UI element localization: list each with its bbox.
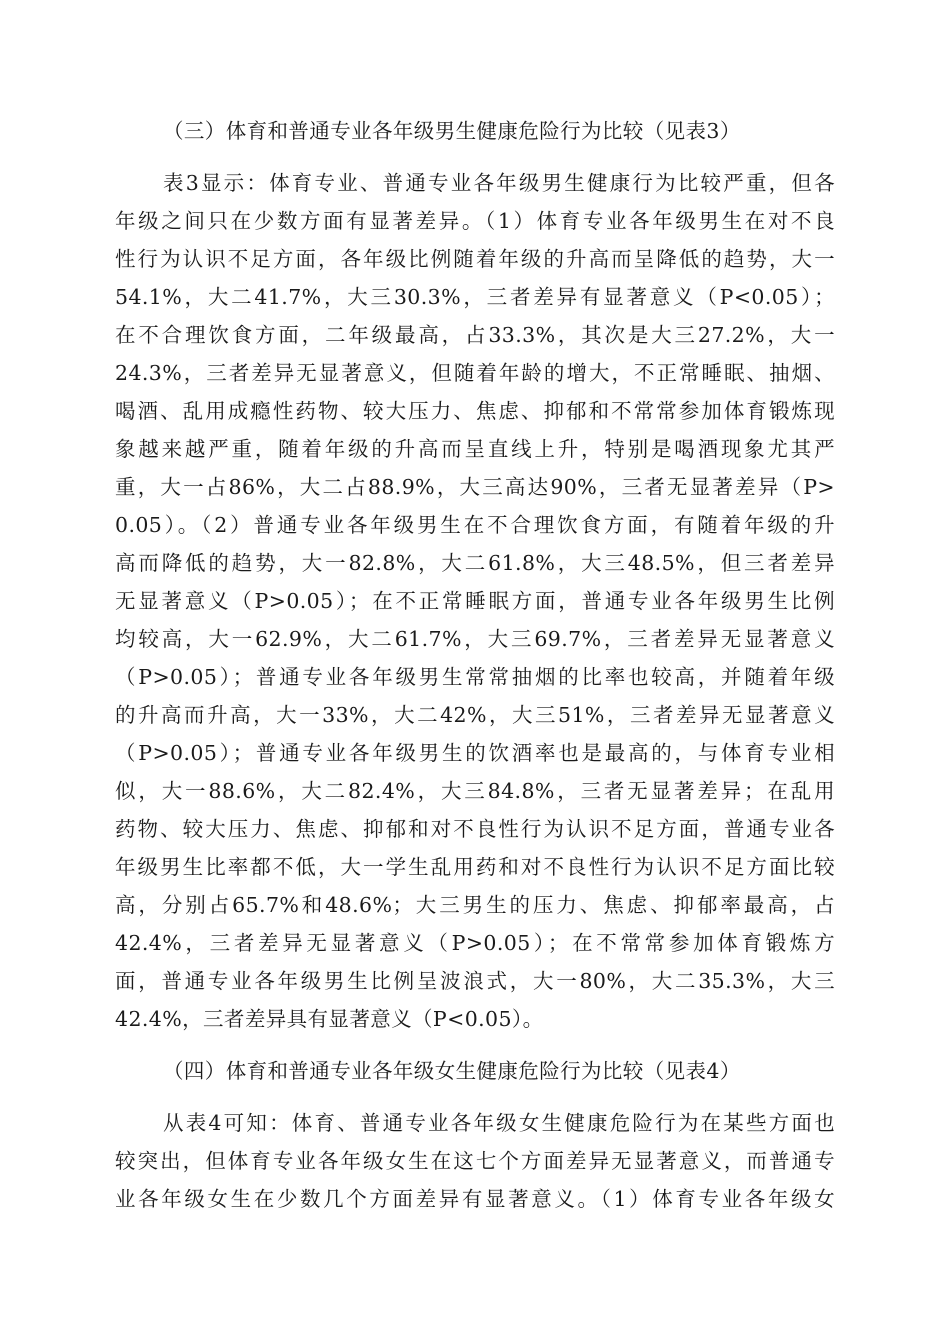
paragraph-line: 24.3%，三者差异无显著意义，但随着年龄的增大，不正常睡眠、抽烟、 — [115, 361, 835, 385]
paragraph-line: 喝酒、乱用成瘾性药物、较大压力、焦虑、抑郁和不常常参加体育锻炼现 — [115, 399, 835, 423]
paragraph-line: 高，分别占65.7%和48.6%；大三男生的压力、焦虑、抑郁率最高，占 — [115, 893, 835, 917]
paragraph-line: 从表4可知：体育、普通专业各年级女生健康危险行为在某些方面也 — [163, 1111, 835, 1135]
paragraph-line: 0.05）。（2）普通专业各年级男生在不合理饮食方面，有随着年级的升 — [115, 513, 835, 537]
paragraph-line: 年级之间只在少数方面有显著差异。（1）体育专业各年级男生在对不良 — [115, 209, 835, 233]
paragraph-line: 重，大一占86%，大二占88.9%，大三高达90%，三者无显著差异（P> — [115, 475, 835, 499]
paragraph-line: 42.4%，三者差异无显著意义（P>0.05）；在不常常参加体育锻炼方 — [115, 931, 835, 955]
paragraph-line: 较突出，但体育专业各年级女生在这七个方面差异无显著意义，而普通专 — [115, 1149, 835, 1173]
paragraph-line: 在不合理饮食方面，二年级最高，占33.3%，其次是大三27.2%，大一 — [115, 323, 835, 347]
paragraph-line: 无显著意义（P>0.05）；在不正常睡眠方面，普通专业各年级男生比例 — [115, 589, 835, 613]
section-4-heading: （四）体育和普通专业各年级女生健康危险行为比较（见表4） — [163, 1059, 741, 1083]
paragraph-line: 业各年级女生在少数几个方面差异有显著意义。（1）体育专业各年级女 — [115, 1187, 835, 1211]
paragraph-line: 42.4%，三者差异具有显著意义（P<0.05）。 — [115, 1007, 544, 1031]
paragraph-line: 的升高而升高，大一33%，大二42%，大三51%，三者差异无显著意义 — [115, 703, 835, 727]
paragraph-line: 高而降低的趋势，大一82.8%，大二61.8%，大三48.5%，但三者差异 — [115, 551, 835, 575]
paragraph-line: 表3显示：体育专业、普通专业各年级男生健康行为比较严重，但各 — [163, 171, 835, 195]
paragraph-line: 均较高，大一62.9%，大二61.7%，大三69.7%，三者差异无显著意义 — [115, 627, 835, 651]
section-3-heading: （三）体育和普通专业各年级男生健康危险行为比较（见表3） — [163, 119, 741, 143]
paragraph-line: 象越来越严重，随着年级的升高而呈直线上升，特别是喝酒现象尤其严 — [115, 437, 835, 461]
paragraph-line: 面，普通专业各年级男生比例呈波浪式，大一80%，大二35.3%，大三 — [115, 969, 835, 993]
paragraph-line: 药物、较大压力、焦虑、抑郁和对不良性行为认识不足方面，普通专业各 — [115, 817, 835, 841]
paragraph-line: 年级男生比率都不低，大一学生乱用药和对不良性行为认识不足方面比较 — [115, 855, 835, 879]
paragraph-line: 54.1%，大二41.7%，大三30.3%，三者差异有显著意义（P<0.05）； — [115, 285, 835, 309]
paragraph-line: （P>0.05）；普通专业各年级男生常常抽烟的比率也较高，并随着年级 — [115, 665, 835, 689]
paragraph-line: 性行为认识不足方面，各年级比例随着年级的升高而呈降低的趋势，大一 — [115, 247, 835, 271]
paragraph-line: （P>0.05）；普通专业各年级男生的饮酒率也是最高的，与体育专业相 — [115, 741, 835, 765]
paragraph-line: 似，大一88.6%，大二82.4%，大三84.8%，三者无显著差异；在乱用 — [115, 779, 835, 803]
